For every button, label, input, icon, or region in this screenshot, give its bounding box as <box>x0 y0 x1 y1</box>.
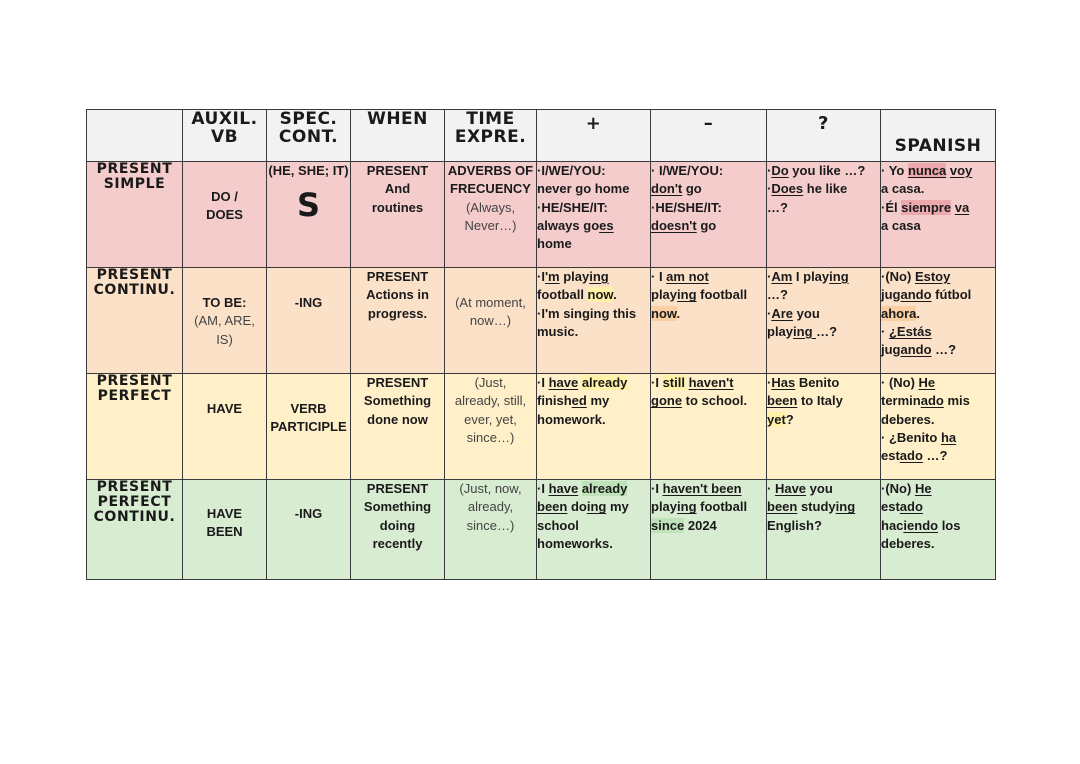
spanish-cell: · Yo nunca voy a casa. ·Él siempre va a casa <box>881 162 996 268</box>
when-cell: PRESENT Actions in progress. <box>351 268 445 374</box>
tense-label: PRESENT SIMPLE <box>87 162 183 268</box>
negative-cell: ·I haven't been playing football since 2024 <box>651 480 767 580</box>
spec-cell: VERB PARTICIPLE <box>267 374 351 480</box>
negative-cell: · I am not playing football now. <box>651 268 767 374</box>
row-present-perfect-continuous <box>87 480 996 580</box>
header-plus: + <box>537 110 651 162</box>
positive-cell: ·I'm playing football now. ·I'm singing this music. <box>537 268 651 374</box>
positive-cell: ·I have already been doing my school homeworks. <box>537 480 651 580</box>
question-cell: ·Am I playing …? ·Are you playing …? <box>767 268 881 374</box>
positive-cell: ·I have already finished my homework. <box>537 374 651 480</box>
tense-label: PRESENT CONTINU. <box>87 268 183 374</box>
time-cell: ADVERBS OF FRECUENCY (Always, Never…) <box>445 162 537 268</box>
when-cell: PRESENT Something done now <box>351 374 445 480</box>
header-row <box>87 110 996 162</box>
time-cell: (Just, now, already, since…) <box>445 480 537 580</box>
aux-cell: TO BE: (AM, ARE, IS) <box>183 268 267 374</box>
aux-cell: HAVE <box>183 374 267 480</box>
question-cell: ·Has Benito been to Italy yet? <box>767 374 881 480</box>
tenses-table <box>86 109 996 580</box>
spanish-cell: · (No) He terminado mis deberes. · ¿Benito ha estado …? <box>881 374 996 480</box>
corner-cell <box>87 110 183 162</box>
spec-cell: (HE, SHE; IT) S <box>267 162 351 268</box>
time-cell: (At moment, now…) <box>445 268 537 374</box>
header-spec: SPEC. CONT. <box>267 110 351 162</box>
positive-cell: ·I/WE/YOU: never go home ·HE/SHE/IT: always goes home <box>537 162 651 268</box>
row-present-continuous <box>87 268 996 374</box>
time-cell: (Just, already, still, ever, yet, since…) <box>445 374 537 480</box>
header-time: TIME EXPRE. <box>445 110 537 162</box>
question-cell: · Have you been studying English? <box>767 480 881 580</box>
aux-cell: HAVE BEEN <box>183 480 267 580</box>
spanish-cell: ·(No) He estado haciendo los deberes. <box>881 480 996 580</box>
header-question: ? <box>767 110 881 162</box>
when-cell: PRESENT Something doing recently <box>351 480 445 580</box>
tense-label: PRESENT PERFECT <box>87 374 183 480</box>
header-auxil: AUXIL. VB <box>183 110 267 162</box>
negative-cell: ·I still haven't gone to school. <box>651 374 767 480</box>
header-spanish: SPANISH <box>881 110 996 162</box>
when-cell: PRESENT And routines <box>351 162 445 268</box>
negative-cell: · I/WE/YOU: don't go ·HE/SHE/IT: doesn't go <box>651 162 767 268</box>
tense-label: PRESENT PERFECT CONTINU. <box>87 480 183 580</box>
row-present-perfect <box>87 374 996 480</box>
header-when: WHEN <box>351 110 445 162</box>
spec-cell: -ING <box>267 480 351 580</box>
header-minus: – <box>651 110 767 162</box>
question-cell: ·Do you like …? ·Does he like …? <box>767 162 881 268</box>
spec-cell: -ING <box>267 268 351 374</box>
row-present-simple <box>87 162 996 268</box>
aux-cell: DO / DOES <box>183 162 267 268</box>
spanish-cell: ·(No) Estoy jugando fútbol ahora. · ¿Estás jugando …? <box>881 268 996 374</box>
